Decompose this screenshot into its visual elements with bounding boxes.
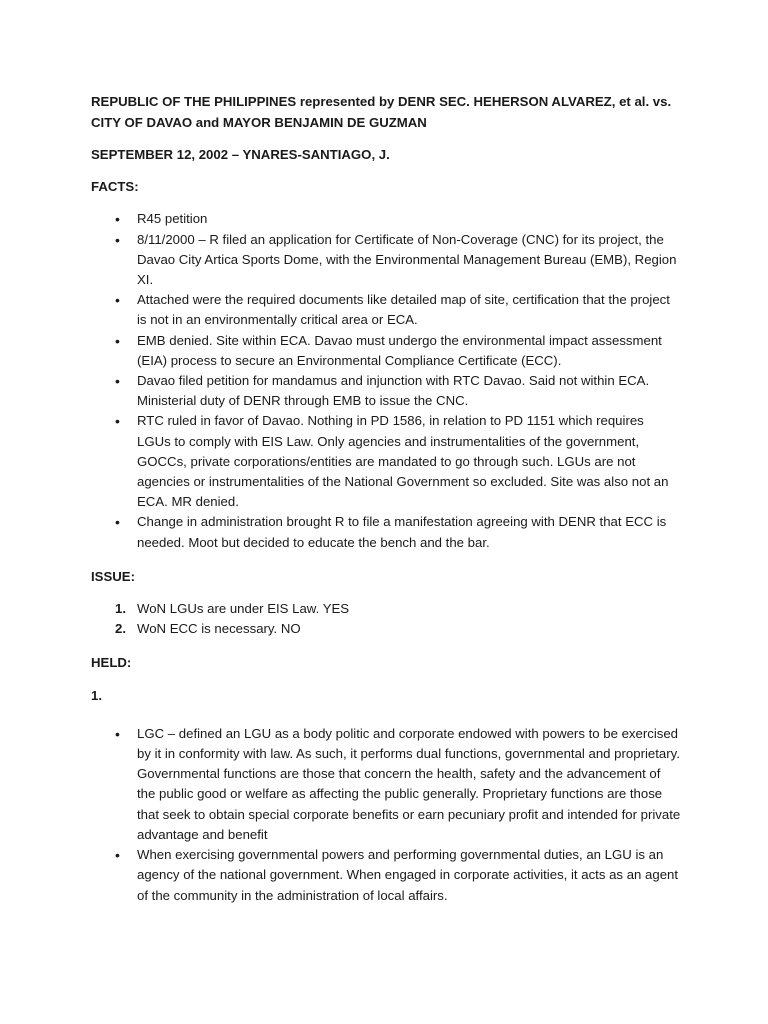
held-item-text: LGC – defined an LGU as a body politic and corporate endowed with powers to be exercised by it in conformity with law. As such, it performs dual functions, governmental and proprietary. Governmental functions are those that concern the health, safety and the advancement of the public good or welfare as affecting the public generally. Proprietary functions are those that seek to obtain special corporate benefits or earn pecuniary profit and intended for private advantage and benefit (137, 725, 681, 842)
case-date-ponente: SEPTEMBER 12, 2002 – YNARES-SANTIAGO, J. (91, 147, 390, 162)
bullet-icon: • (115, 292, 120, 309)
held-list (91, 724, 681, 906)
bullet-icon: • (115, 211, 120, 228)
held-number: 1. (91, 687, 102, 703)
list-item (91, 619, 681, 639)
list-item (91, 512, 681, 552)
list-item (91, 724, 681, 845)
bullet-icon: • (115, 373, 120, 390)
facts-item-text: R45 petition (137, 211, 208, 227)
facts-item-text: Davao filed petition for mandamus and injunction with RTC Davao. Said not within ECA. Ministerial duty of DENR through EMB to issue the CNC. (137, 373, 650, 409)
list-item (91, 599, 681, 619)
issue-text: WoN LGUs are under EIS Law. YES (137, 601, 350, 617)
bullet-icon: • (115, 514, 120, 531)
bullet-icon: • (115, 847, 120, 864)
facts-item-text: Change in administration brought R to file a manifestation agreeing with DENR that ECC is needed. Moot but decided to educate the bench and the bar. (137, 514, 667, 550)
issue-number: 1. (115, 601, 126, 617)
bullet-icon: • (115, 725, 120, 742)
facts-item-text: EMB denied. Site within ECA. Davao must undergo the environmental impact assessment (EIA) process to secure an Environmental Compliance Certificate (ECC). (137, 332, 662, 368)
issue-text: WoN ECC is necessary. NO (137, 621, 301, 637)
facts-list (91, 209, 681, 552)
facts-item-text: RTC ruled in favor of Davao. Nothing in PD 1586, in relation to PD 1151 which requires LGUs to comply with EIS Law. Only agencies and instrumentalities of the government, GOCCs, private corporations/entities are mandated to go through such. LGUs are not agencies or instrumentalities of the National Government so excluded. Site was also not an ECA. MR denied. (137, 413, 669, 510)
list-item (91, 209, 681, 229)
list-item (91, 290, 681, 330)
facts-item-text: 8/11/2000 – R filed an application for Certificate of Non-Coverage (CNC) for its project, the Davao City Artica Sports Dome, with the Environmental Management Bureau (EMB), Region XI. (137, 231, 677, 288)
issue-number: 2. (115, 621, 126, 637)
held-item-text: When exercising governmental powers and performing governmental duties, an LGU is an agency of the national government. When engaged in corporate activities, it acts as an agent of the community in the administration of local affairs. (137, 847, 679, 903)
list-item (91, 331, 681, 371)
held-heading: HELD: (91, 655, 132, 671)
issue-heading: ISSUE: (91, 568, 135, 584)
list-item (91, 230, 681, 291)
bullet-icon: • (115, 231, 120, 248)
issue-list (91, 599, 681, 639)
facts-item-text: Attached were the required documents like detailed map of site, certification that the project is not in an environmentally critical area or ECA. (137, 292, 670, 328)
facts-heading: FACTS: (91, 179, 139, 195)
bullet-icon: • (115, 413, 120, 430)
list-item (91, 371, 681, 411)
list-item (91, 845, 681, 906)
bullet-icon: • (115, 332, 120, 349)
document-body (91, 92, 681, 920)
case-title: REPUBLIC OF THE PHILIPPINES represented by DENR SEC. HEHERSON ALVAREZ, et al. vs. CITY OF DAVAO and MAYOR BENJAMIN DE GUZMAN (91, 94, 672, 130)
list-item (91, 411, 681, 512)
